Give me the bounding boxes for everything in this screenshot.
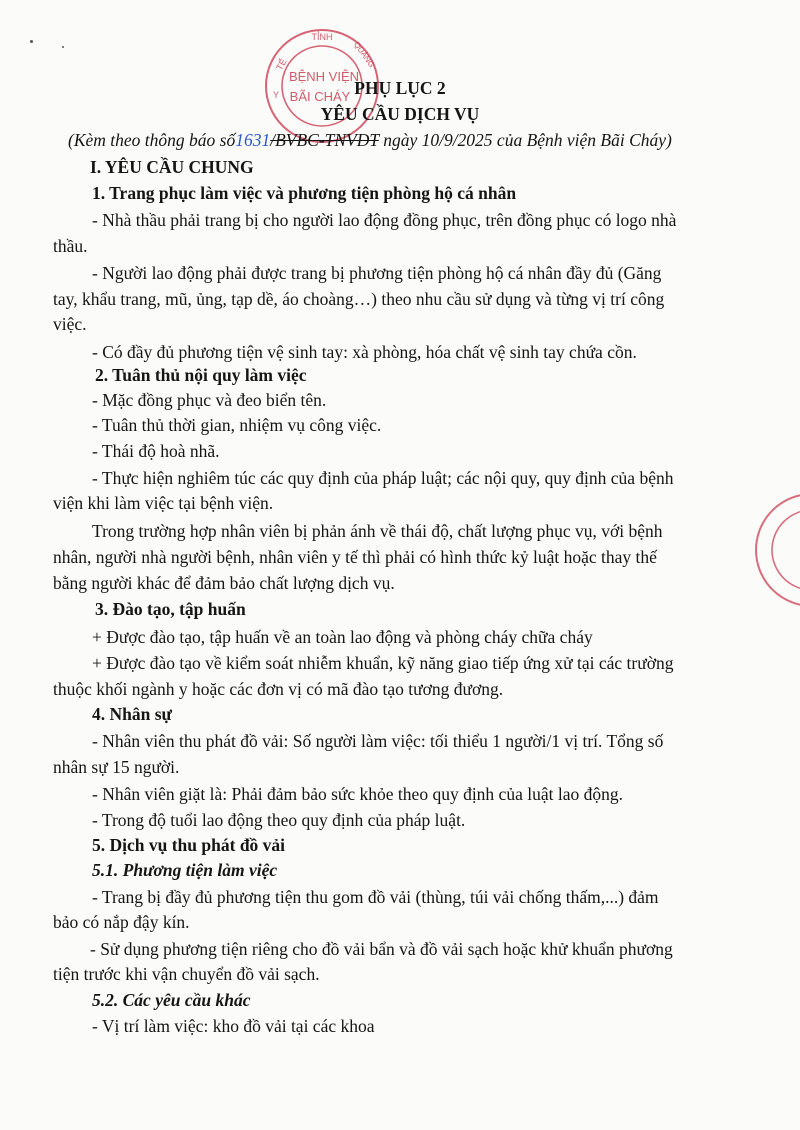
subsection-heading: 1. Trang phục làm việc và phương tiện phòng hộ cá nhân	[92, 183, 517, 203]
handwritten-number: 1631	[235, 130, 271, 150]
list-item: - Mặc đồng phục và đeo biển tên.	[92, 390, 327, 410]
list-item: nhân sự 15 người.	[53, 757, 180, 777]
list-item: - Sử dụng phương tiện riêng cho đồ vải bẩn và đồ vải sạch hoặc khử khuẩn phương	[90, 939, 673, 959]
paragraph-line: tay, khẩu trang, mũ, ủng, tạp dề, áo choàng…) theo nhu cầu sử dụng và từng vị trí công	[53, 289, 665, 309]
sub-subsection-heading: 5.1. Phương tiện làm việc	[92, 860, 278, 880]
scan-speck	[30, 40, 33, 43]
sub-subsection-heading: 5.2. Các yêu cầu khác	[92, 990, 251, 1010]
paragraph-line: - Có đầy đủ phương tiện vệ sinh tay: xà phòng, hóa chất vệ sinh tay chứa cồn.	[92, 342, 637, 362]
subsection-heading: 3. Đào tạo, tập huấn	[95, 599, 246, 619]
svg-text:BÃI CHÁY: BÃI CHÁY	[289, 89, 351, 104]
section-heading: I. YÊU CẦU CHUNG	[90, 157, 254, 177]
list-item: thuộc khối ngành y hoặc các đơn vị có mã đào tạo tương đương.	[53, 679, 504, 699]
svg-text:BỆNH VIỆN: BỆNH VIỆN	[288, 69, 360, 84]
list-item: - Trong độ tuổi lao động theo quy định của pháp luật.	[92, 810, 466, 830]
paragraph-line: bằng người khác để đảm bảo chất lượng dịch vụ.	[53, 573, 395, 593]
list-item: + Được đào tạo, tập huấn về an toàn lao động và phòng cháy chữa cháy	[92, 627, 593, 647]
svg-text:TẾ: TẾ	[274, 57, 289, 72]
subsection-heading: 5. Dịch vụ thu phát đồ vải	[92, 835, 286, 855]
paragraph-line: thầu.	[53, 236, 88, 256]
list-item: - Nhân viên thu phát đồ vải: Số người làm việc: tối thiểu 1 người/1 vị trí. Tổng số	[92, 731, 664, 751]
scan-speck	[62, 46, 64, 48]
paragraph-line: việc.	[53, 314, 87, 334]
paragraph-line: - Người lao động phải được trang bị phương tiện phòng hộ cá nhân đầy đủ (Găng	[92, 263, 662, 283]
list-item: tiện trước khi vận chuyển đồ vải sạch.	[53, 964, 320, 984]
document-title: YÊU CẦU DỊCH VỤ	[320, 104, 480, 124]
list-item: + Được đào tạo về kiểm soát nhiễm khuẩn, kỹ năng giao tiếp ứng xử tại các trường	[92, 653, 674, 673]
svg-text:QUẢNG: QUẢNG	[351, 39, 377, 70]
subsection-heading: 4. Nhân sự	[92, 704, 173, 724]
list-item: - Trang bị đầy đủ phương tiện thu gom đồ vải (thùng, túi vải chống thấm,...) đảm	[92, 887, 659, 907]
list-item: bảo có nắp đậy kín.	[53, 912, 190, 932]
list-item: - Nhân viên giặt là: Phải đảm bảo sức khỏe theo quy định của luật lao động.	[92, 784, 623, 804]
document-subtitle: (Kèm theo thông báo số1631/BVBC-TNVĐT ngày 10/9/2025 của Bệnh viện Bãi Cháy)	[68, 130, 672, 150]
appendix-title: PHỤ LỤC 2	[354, 78, 446, 98]
list-item: - Thái độ hoà nhã.	[92, 441, 220, 461]
hospital-stamp-edge	[752, 490, 800, 610]
paragraph-line: nhân, người nhà người bệnh, nhân viên y tế thì phải có hình thức kỷ luật hoặc thay thế	[53, 547, 657, 567]
list-item: viện khi làm việc tại bệnh viện.	[53, 493, 274, 513]
paragraph-line: - Nhà thầu phải trang bị cho người lao động đồng phục, trên đồng phục có logo nhà	[92, 210, 677, 230]
list-item: - Thực hiện nghiêm túc các quy định của pháp luật; các nội quy, quy định của bệnh	[92, 468, 674, 488]
subsection-heading: 2. Tuân thủ nội quy làm việc	[95, 365, 307, 385]
paragraph-line: Trong trường hợp nhân viên bị phản ánh về thái độ, chất lượng phục vụ, với bệnh	[92, 521, 663, 541]
list-item: - Tuân thủ thời gian, nhiệm vụ công việc.	[92, 415, 382, 435]
list-item: - Vị trí làm việc: kho đồ vải tại các khoa	[92, 1016, 375, 1036]
svg-text:Y: Y	[272, 90, 280, 100]
svg-text:TỈNH: TỈNH	[311, 32, 333, 42]
